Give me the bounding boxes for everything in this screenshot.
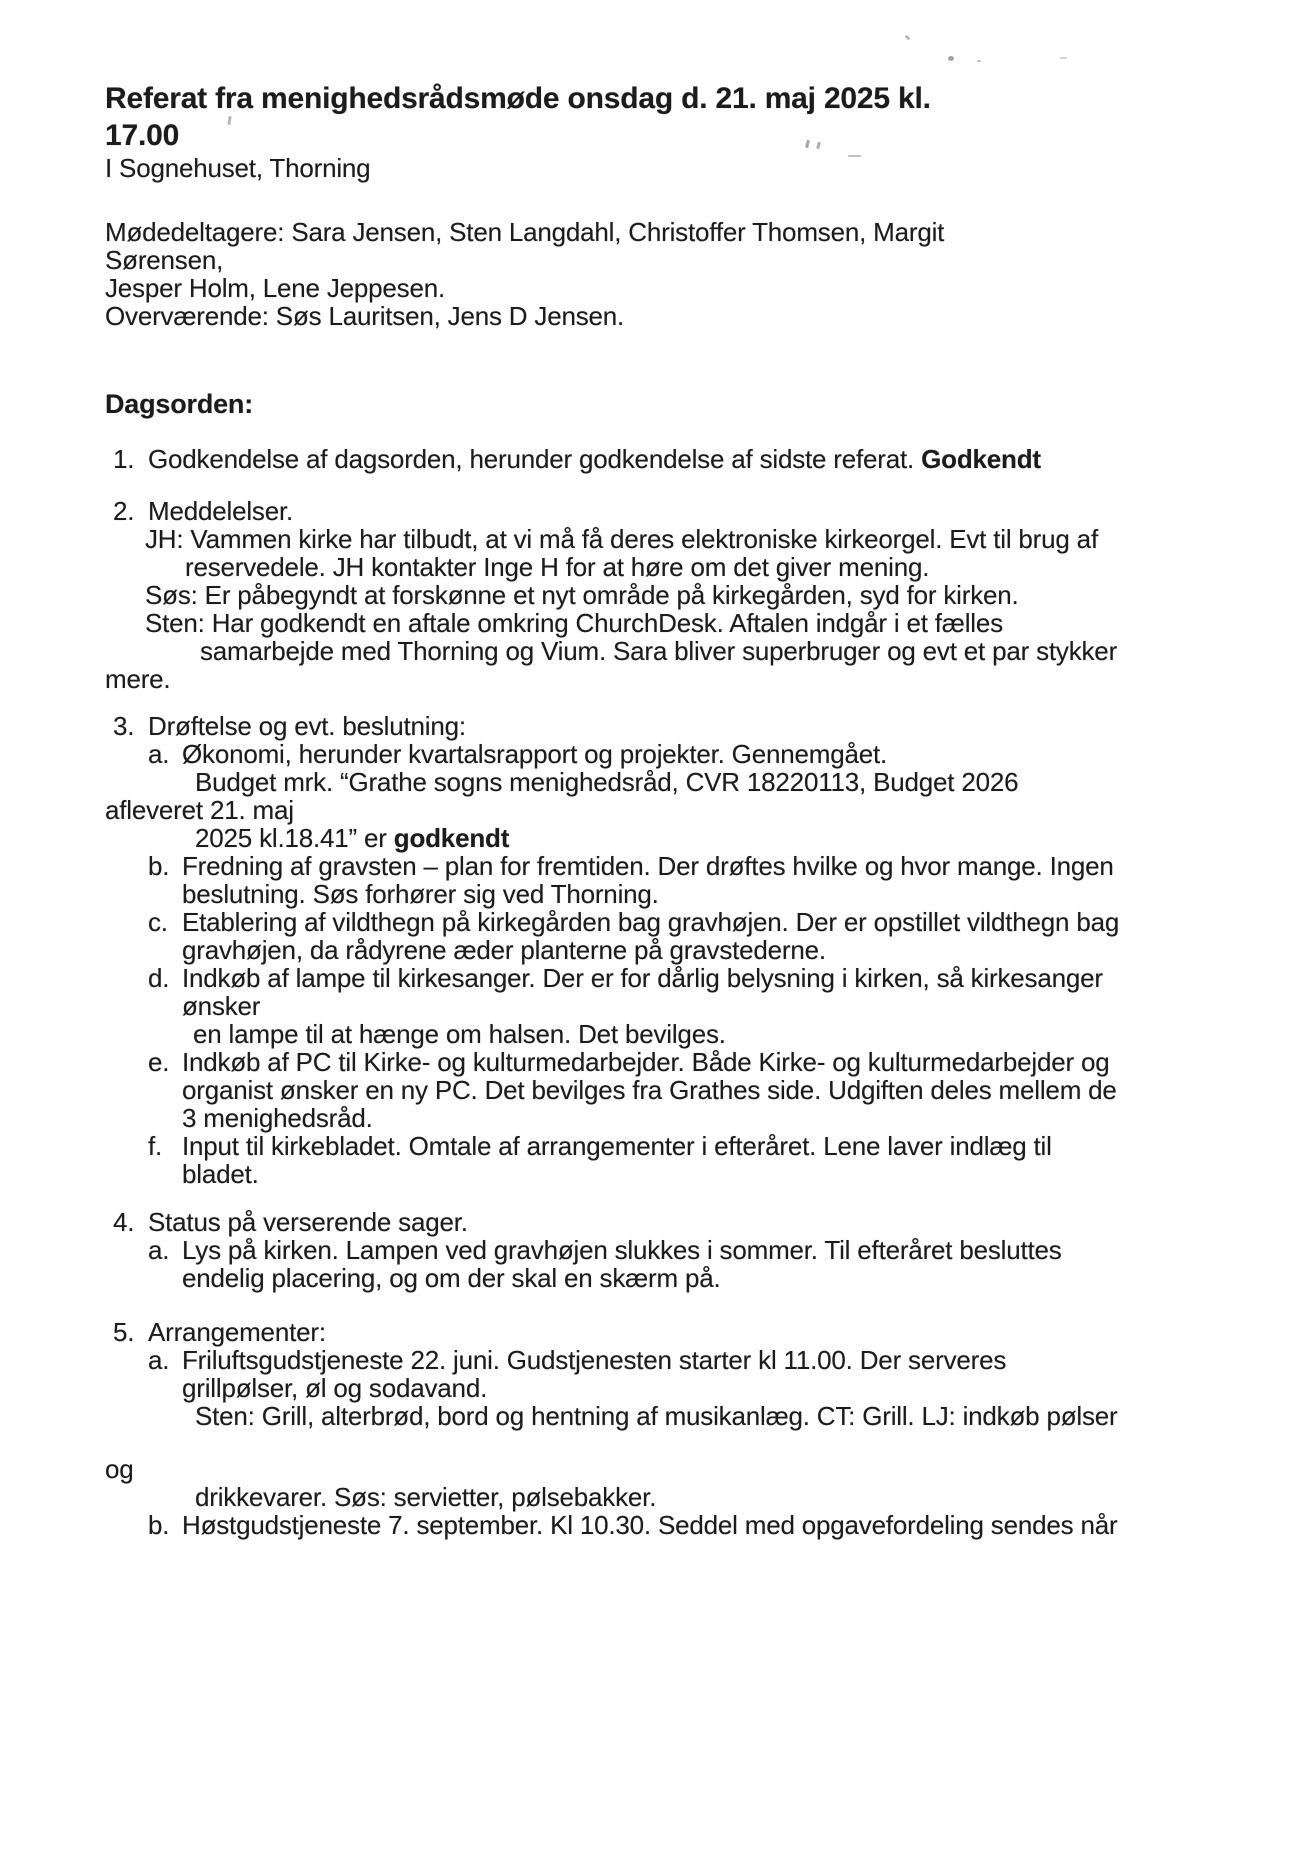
- spacer: [105, 1292, 1255, 1318]
- item-text: Fredning af gravsten – plan for fremtiden. Der drøftes hvilke og hvor mange. Ingen: [182, 851, 1114, 881]
- item-text: Input til kirkebladet. Omtale af arrangementer i efteråret. Lene laver indlæg til: [182, 1131, 1052, 1161]
- item-text: Status på verserende sager.: [148, 1207, 468, 1237]
- decision-text: godkendt: [393, 823, 510, 853]
- agenda-item-1: [105, 445, 1255, 473]
- agenda-item-2-note: Sten: Har godkendt en aftale omkring ChurchDesk. Aftalen indgår i et fælles: [145, 608, 1003, 638]
- item-text: 2025 kl.18.41” er: [195, 823, 387, 853]
- spacer: [105, 418, 1255, 445]
- item-letter: f.: [148, 1131, 163, 1161]
- agenda-item-3a: [105, 740, 1255, 768]
- agenda-item-3f-note: bladet.: [182, 1159, 259, 1189]
- item-letter: a.: [148, 1235, 170, 1265]
- item-letter: b.: [148, 1510, 170, 1540]
- agenda-item-2-note: mere.: [105, 664, 171, 694]
- agenda-item-5b: [105, 1511, 1255, 1539]
- item-text: Friluftsgudstjeneste 22. juni. Gudstjenesten starter kl 11.00. Der serveres: [182, 1345, 1007, 1375]
- item-text: Etablering af vildthegn på kirkegården bag gravhøjen. Der er opstillet vildthegn bag: [182, 907, 1120, 937]
- agenda-item-5a-note: Sten: Grill, alterbrød, bord og hentning af musikanlæg. CT: Grill. LJ: indkøb pølser: [195, 1401, 1118, 1431]
- item-number: 4.: [113, 1207, 135, 1237]
- attendees-line: Sørensen,: [105, 245, 224, 275]
- agenda-item-3c-note: gravhøjen, da rådyrene æder planterne på gravstederne.: [182, 935, 826, 965]
- agenda-item-3: [105, 712, 1255, 740]
- item-text: Høstgudstjeneste 7. september. Kl 10.30. Seddel med opgavefordeling sendes når: [182, 1510, 1118, 1540]
- agenda-item-5a-note: drikkevarer. Søs: servietter, pølsebakker.: [195, 1482, 657, 1512]
- agenda-item-2-note: Søs: Er påbegyndt at forskønne et nyt område på kirkegården, syd for kirken.: [145, 580, 1019, 610]
- attendees-line: Jesper Holm, Lene Jeppesen.: [105, 273, 446, 303]
- item-text: Arrangementer:: [148, 1317, 326, 1347]
- item-text: Indkøb af lampe til kirkesanger. Der er for dårlig belysning i kirken, så kirkesanger: [182, 963, 1103, 993]
- meeting-location: I Sognehuset, Thorning: [105, 153, 371, 183]
- agenda-item-3e: [105, 1048, 1255, 1076]
- document-content: [105, 80, 1255, 1539]
- agenda-item-3a-note: afleveret 21. maj: [105, 795, 294, 825]
- item-text: Godkendelse af dagsorden, herunder godkendelse af sidste referat.: [148, 444, 915, 474]
- scan-artifact: [905, 35, 911, 41]
- item-letter: c.: [148, 907, 168, 937]
- agenda-item-3c: [105, 908, 1255, 936]
- agenda-item-5a-note: grillpølser, øl og sodavand.: [182, 1373, 488, 1403]
- spacer: [105, 693, 1255, 712]
- agenda-heading: Dagsorden:: [105, 389, 254, 419]
- item-letter: e.: [148, 1047, 170, 1077]
- agenda-item-5a-note: og: [105, 1454, 134, 1484]
- agenda-item-3d-note: en lampe til at hænge om halsen. Det bevilges.: [193, 1019, 726, 1049]
- spacer: [105, 1430, 1255, 1455]
- item-number: 2.: [113, 496, 135, 526]
- item-letter: d.: [148, 963, 170, 993]
- scan-artifact: [1060, 57, 1067, 59]
- agenda-item-3e-note: organist ønsker en ny PC. Det bevilges fra Grathes side. Udgiften deles mellem de: [182, 1075, 1117, 1105]
- item-number: 1.: [113, 444, 135, 474]
- agenda-item-2: [105, 497, 1255, 525]
- item-text: Lys på kirken. Lampen ved gravhøjen slukkes i sommer. Til efteråret besluttes: [182, 1235, 1062, 1265]
- document-title-line-1: Referat fra menighedsrådsmøde onsdag d. 21. maj 2025 kl.: [105, 82, 931, 115]
- observers-line: Overværende: Søs Lauritsen, Jens D Jensen.: [105, 301, 625, 331]
- spacer: [105, 182, 1255, 218]
- item-letter: a.: [148, 739, 170, 769]
- item-text: Drøftelse og evt. beslutning:: [148, 711, 466, 741]
- scan-artifact: [948, 56, 954, 61]
- item-text: Økonomi, herunder kvartalsrapport og projekter. Gennemgået.: [182, 739, 888, 769]
- agenda-item-3b-note: beslutning. Søs forhører sig ved Thorning.: [182, 879, 659, 909]
- attendees-line: Mødedeltagere: Sara Jensen, Sten Langdahl, Christoffer Thomsen, Margit: [105, 217, 945, 247]
- agenda-item-5a: [105, 1346, 1255, 1374]
- agenda-item-4a-note: endelig placering, og om der skal en skærm på.: [182, 1263, 721, 1293]
- scan-artifact: [977, 60, 981, 62]
- agenda-item-3b: [105, 852, 1255, 880]
- decision-text: Godkendt: [921, 444, 1041, 474]
- item-letter: a.: [148, 1345, 170, 1375]
- agenda-item-3d-note: ønsker: [182, 991, 261, 1021]
- item-text: Meddelelser.: [148, 496, 294, 526]
- agenda-item-3a-note: [105, 824, 1255, 852]
- item-number: 5.: [113, 1317, 135, 1347]
- agenda-item-3a-note: Budget mrk. “Grathe sogns menighedsråd, CVR 18220113, Budget 2026: [195, 767, 1019, 797]
- item-letter: b.: [148, 851, 170, 881]
- document-title-line-2: 17.00: [105, 119, 180, 152]
- spacer: [105, 1188, 1255, 1208]
- agenda-item-3f: [105, 1132, 1255, 1160]
- agenda-item-2-note: samarbejde med Thorning og Vium. Sara bliver superbruger og evt et par stykker: [200, 636, 1118, 666]
- item-text: Indkøb af PC til Kirke- og kulturmedarbejder. Både Kirke- og kulturmedarbejder og: [182, 1047, 1110, 1077]
- agenda-item-2-note: reservedele. JH kontakter Inge H for at høre om det giver mening.: [185, 552, 930, 582]
- agenda-item-3d: [105, 964, 1255, 992]
- agenda-item-2-note: JH: Vammen kirke har tilbudt, at vi må få deres elektroniske kirkeorgel. Evt til brug af: [145, 524, 1098, 554]
- agenda-item-5: [105, 1318, 1255, 1346]
- agenda-item-4: [105, 1208, 1255, 1236]
- spacer: [105, 330, 1255, 390]
- item-number: 3.: [113, 711, 135, 741]
- spacer: [105, 473, 1255, 497]
- agenda-item-4a: [105, 1236, 1255, 1264]
- agenda-item-3e-note: 3 menighedsråd.: [182, 1103, 373, 1133]
